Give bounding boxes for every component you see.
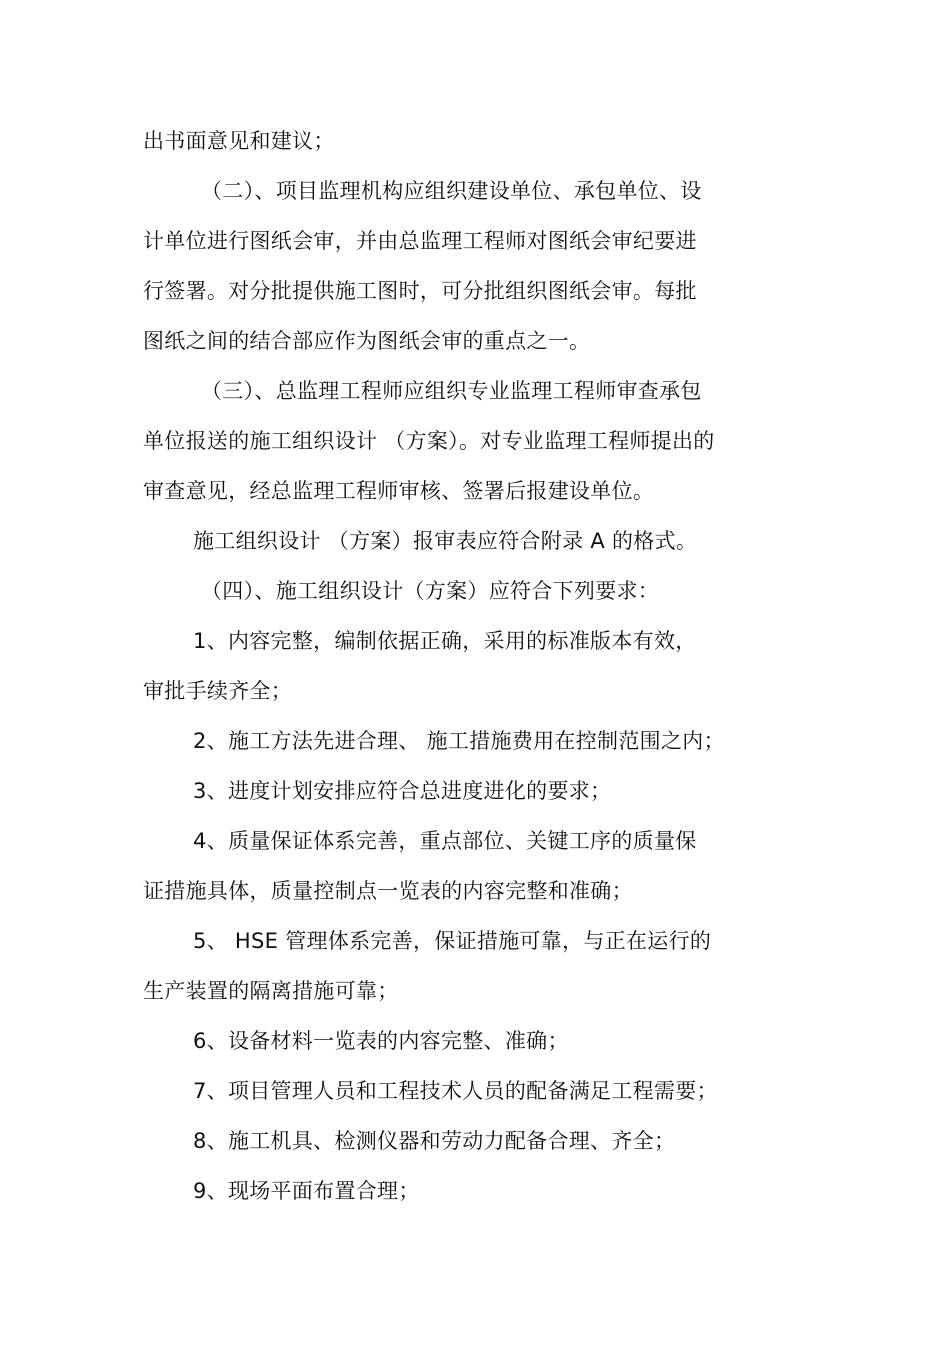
text-line-3: 计单位进行图纸会审，并由总监理工程师对图纸会审纪要进: [143, 229, 697, 253]
text-line-1: 出书面意见和建议；: [143, 129, 335, 153]
text-line-2: （二）、项目监理机构应组织建设单位、承包单位、设: [201, 179, 702, 203]
text-line-15: 4、质量保证体系完善，重点部位、关键工序的质量保: [193, 829, 697, 853]
text-line-11: 1、内容完整，编制依据正确，采用的标准版本有效，: [193, 629, 697, 653]
text-line-14: 3、进度计划安排应符合总进度进化的要求；: [193, 779, 612, 803]
text-line-10: （四）、施工组织设计（方案）应符合下列要求：: [201, 579, 660, 603]
text-line-9: 施工组织设计 （方案）报审表应符合附录 A 的格式。: [193, 529, 698, 553]
text-line-6: （三）、总监理工程师应组织专业监理工程师审查承包: [201, 379, 702, 403]
text-line-12: 审批手续齐全；: [143, 679, 293, 703]
text-line-19: 6、设备材料一览表的内容完整、准确；: [193, 1029, 569, 1053]
text-line-13: 2、施工方法先进合理、 施工措施费用在控制范围之内；: [193, 729, 725, 753]
text-line-18: 生产装置的隔离措施可靠；: [143, 979, 399, 1003]
text-line-5: 图纸之间的结合部应作为图纸会审的重点之一。: [143, 329, 591, 353]
text-line-7: 单位报送的施工组织设计 （方案）。对专业监理工程师提出的: [143, 429, 715, 453]
text-line-17: 5、 HSE 管理体系完善，保证措施可靠，与正在运行的: [193, 929, 712, 953]
text-line-20: 7、项目管理人员和工程技术人员的配备满足工程需要；: [193, 1079, 718, 1103]
text-line-22: 9、现场平面布置合理；: [193, 1179, 420, 1203]
text-line-8: 审查意见，经总监理工程师审核、签署后报建设单位。: [143, 479, 655, 503]
text-line-16: 证措施具体，质量控制点一览表的内容完整和准确；: [143, 879, 633, 903]
text-line-4: 行签署。对分批提供施工图时，可分批组织图纸会审。每批: [143, 279, 697, 303]
text-line-21: 8、施工机具、检测仪器和劳动力配备合理、齐全；: [193, 1129, 676, 1153]
